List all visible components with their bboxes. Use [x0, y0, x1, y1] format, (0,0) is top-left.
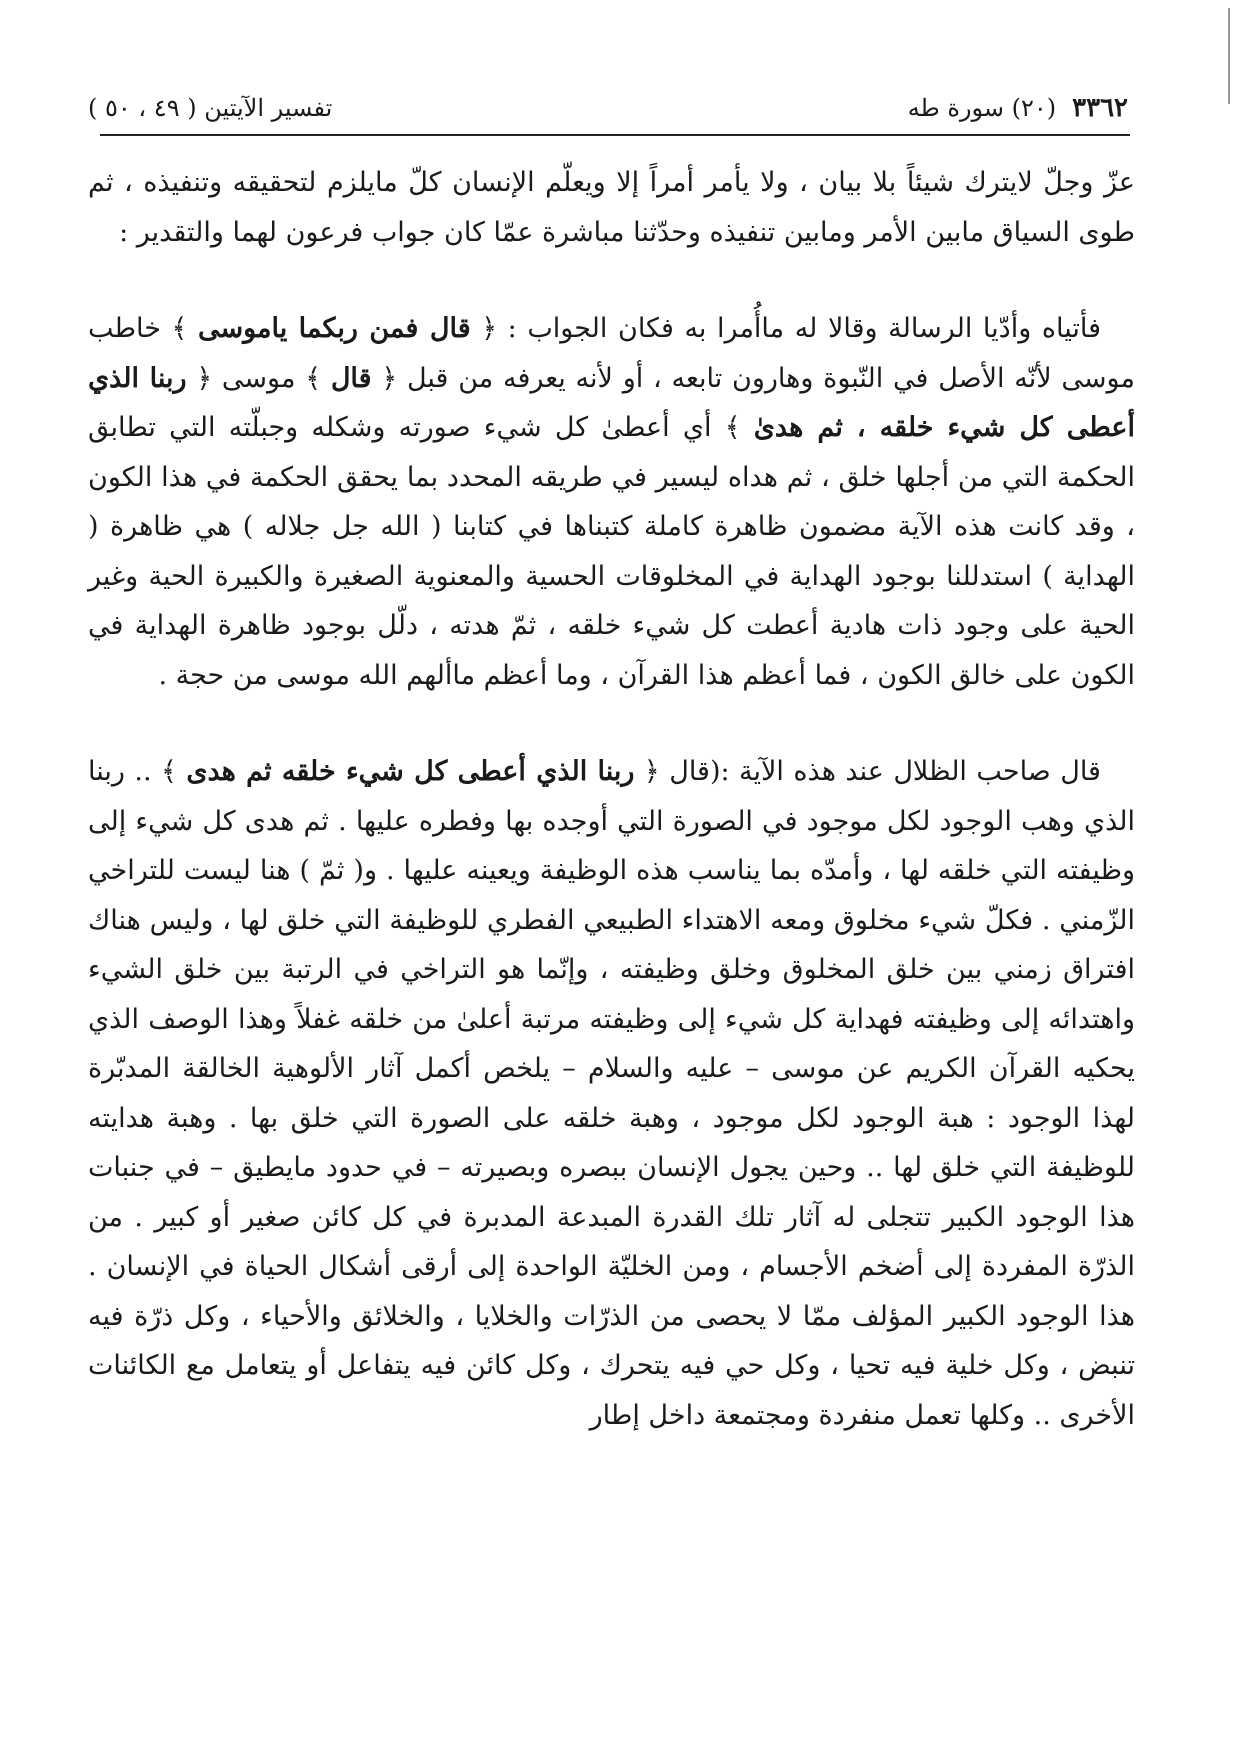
scan-edge-line	[1228, 8, 1230, 104]
paragraph-2	[88, 304, 1135, 700]
paragraph-3-text-a: قال صاحب الظلال عند هذه الآية :(قال	[669, 756, 1101, 787]
paragraph-gap	[88, 257, 1135, 304]
page-body	[88, 158, 1135, 1440]
header-right	[908, 93, 1128, 123]
paragraph-1	[88, 158, 1135, 257]
header-topic: تفسير الآيتين ( ٤٩ ، ٥٠ )	[88, 94, 333, 122]
page-number: ٣٣٦٢	[1072, 93, 1128, 123]
header-divider	[100, 134, 1130, 136]
page-header	[88, 88, 1128, 128]
paragraph-1-line-1: عزّ وجلّ لايترك شيئاً بلا بيان ، ولا يأمر أمراً إلا ويعلّم الإنسان كلّ مايلزم لتحقيقه	[232, 167, 1135, 198]
quran-bracket-close: ﴾	[305, 362, 322, 394]
paragraph-2-text-c: موسى	[221, 362, 296, 394]
quran-bracket-close: ﴾	[724, 412, 741, 443]
paragraph-gap	[88, 700, 1135, 747]
paragraph-1-line-3: فرعون لهما والتقدير :	[119, 216, 364, 248]
quran-bracket-open: ﴿	[381, 362, 398, 394]
quran-quote-4: ربنا الذي أعطى كل شيء خلقه ثم هدى	[186, 756, 635, 787]
quran-bracket-open: ﴿	[196, 362, 213, 394]
paragraph-2-text-b: خاطب موسى لأنّه الأصل في النّبوة وهارون تابعه ، أو لأنه يعرفه من قبل	[88, 313, 1135, 394]
quran-quote-3: ربنا الذي أعطى كل شيء خلقه ، ثم هدىٰ	[88, 362, 1135, 443]
paragraph-1-line-2: وتنفيذه ، ثم طوى السياق مابين الأمر ومابين تنفيذه وحدّثنا مباشرة عمّا كان جواب	[88, 167, 1135, 248]
quran-bracket-close: ﴾	[161, 756, 177, 787]
paragraph-2-text-a: فأتياه وأدّيا الرسالة وقالا له ماأُمرا به فكان الجواب :	[507, 313, 1102, 344]
quran-bracket-open: ﴿	[481, 313, 498, 344]
sura-name: (٢٠) سورة طه	[907, 94, 1057, 122]
quran-quote-2: قال	[330, 362, 372, 394]
quran-quote-1: قال فمن ربكما ياموسى	[197, 313, 471, 344]
paragraph-3-text-b: .. ربنا الذي وهب الوجود لكل موجود في الصورة التي أوجده بها وفطره عليها . ثم هدى كل شيء إلى وظيفته التي خلقه لها ، وأمدّه بما يناسب هذه الوظيفة ويعينه عليها . و( ثمّ ) هنا ليست للتراخي الزّمني . فكلّ شيء مخلوق ومعه الاهتداء الطبيعي الفطري للوظيفة التي خلق لها ، وليس هناك افتراق زمني بين خلق المخلوق وخلق وظيفته ، وإنّما هو التراخي في الرتبة بين خلق الشيء واهتدائه إلى وظيفته فهداية كل شيء إلى وظيفته مرتبة أعلىٰ من خلقه غفلاً وهذا الوصف الذي يحكيه القرآن الكريم عن موسى – عليه والسلام – يلخص أكمل آثار الألوهية الخالقة المدبّرة لهذا الوجود : هبة الوجود لكل موجود ، وهبة خلقه على الصورة التي خلق بها . وهبة هدايته للوظيفة التي خلق لها .. وحين يجول الإنسان ببصره وبصيرته – في حدود مايطيق – في جنبات هذا الوجود الكبير تتجلى له آثار تلك القدرة المبدعة المدبرة في كل كائن صغير أو كبير . من الذرّة المفردة إلى أضخم الأجسام ، ومن الخليّة الواحدة إلى أرقى أشكال الحياة في الإنسان . هذا الوجود الكبير المؤلف ممّا لا يحصى من الذرّات والخلايا ، والخلائق والأحياء ، وكل ذرّة فيه تنبض ، وكل خلية فيه تحيا ، وكل حي فيه يتحرك ، وكل كائن فيه يتفاعل أو يتعامل مع الكائنات الأخرى .. وكلها تعمل منفردة ومجتمعة داخل إطار	[88, 756, 1135, 1431]
paragraph-3	[88, 747, 1135, 1440]
quran-bracket-open: ﴿	[643, 756, 660, 787]
quran-bracket-close: ﴾	[171, 313, 188, 344]
paragraph-2-text-d: أي أعطىٰ كل شيء صورته وشكله وجبلّته التي تطابق الحكمة التي من أجلها خلق ، ثم هداه ليسير في طريقه المحدد بما يحقق الحكمة في هذا الكون ، وقد كانت هذه الآية مضمون ظاهرة كاملة كتبناها في كتابنا ( الله جل جلاله ) هي ظاهرة ( الهداية ) استدللنا بوجود الهداية في المخلوقات الحسية والمعنوية الصغيرة والكبيرة الحية وغير الحية على وجود ذات هادية أعطت كل شيء خلقه ، ثمّ هدته ، دلّل بوجود ظاهرة الهداية في الكون على خالق الكون ، فما أعظم هذا القرآن ، وما أعظم ماألهم الله موسى من حجة .	[88, 412, 1135, 691]
